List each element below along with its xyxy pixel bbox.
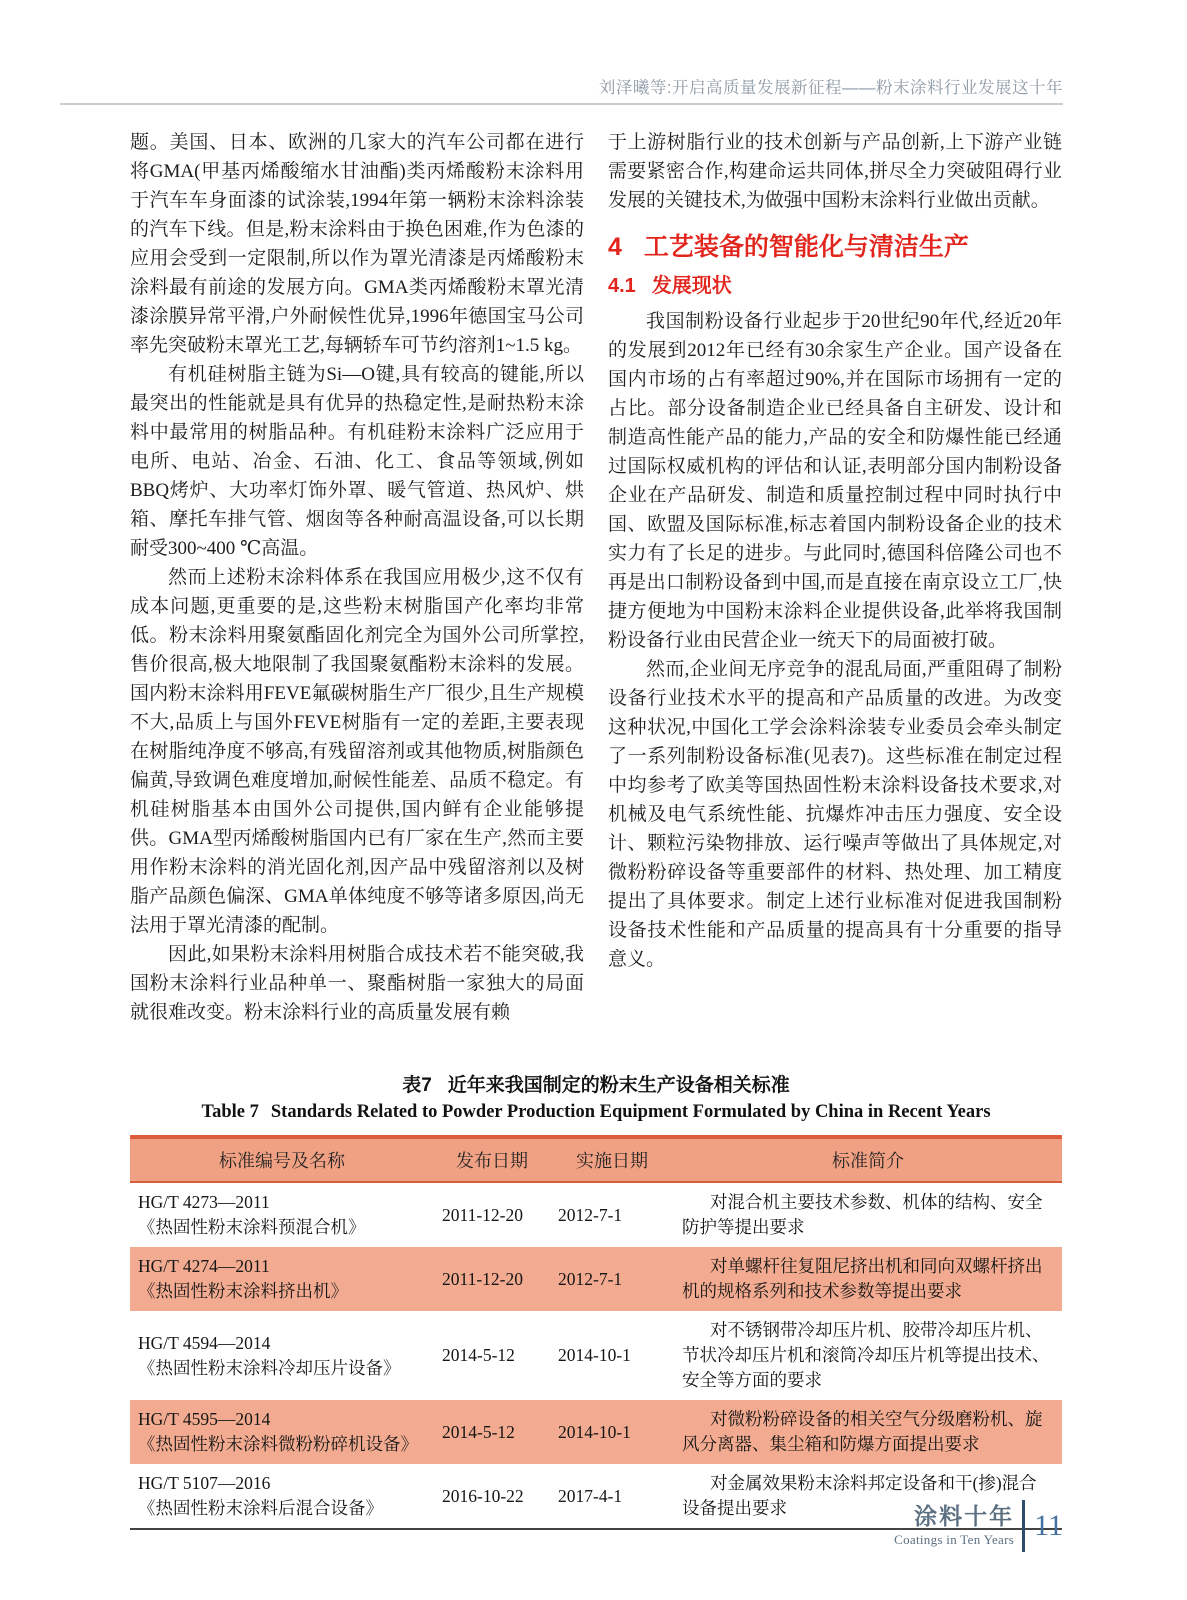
standard-id-cell	[130, 1182, 434, 1247]
header-rule	[60, 103, 1063, 105]
standard-summary: 对混合机主要技术参数、机体的结构、安全防护等提出要求	[682, 1192, 1043, 1237]
implemented-date-cell: 2014-10-1	[558, 1345, 631, 1365]
summary-cell	[674, 1247, 1062, 1311]
table-caption-cn-text: 近年来我国制定的粉末生产设备相关标准	[447, 1075, 790, 1096]
subsection-title: 发展现状	[651, 275, 732, 297]
paragraph: 我国制粉设备行业起步于20世纪90年代,经近20年的发展到2012年已经有30余家生产企业。国产设备在国内市场的占有率超过90%,并在国际市场拥有一定的占比。部分设备制造企业已经具备自主研发、设计和制造高性能产品的能力,产品的安全和防爆性能已经通过国际权威机构的评估和认证,表明部分国内制粉设备企业在产品研发、制造和质量控制过程中同时执行中国、欧盟及国际标准,标志着国内制粉设备企业的技术实力有了长足的进步。与此同时,德国科倍隆公司也不再是出口制粉设备到中国,而是直接在南京设立工厂,快捷方便地为中国粉末涂料企业提供设备,此举将我国制粉设备行业由民营企业一统天下的局面被打破。	[608, 311, 1062, 651]
implemented-date-cell: 2012-7-1	[558, 1204, 623, 1225]
standard-id-cell	[130, 1464, 434, 1529]
table-row	[130, 1182, 1062, 1247]
column-header: 实施日期	[550, 1137, 674, 1182]
standard-summary: 对单螺杆往复阻尼挤出机和同向双螺杆挤出机的规格系列和技术参数等提出要求	[682, 1256, 1043, 1301]
journal-brand-en: Coatings in Ten Years	[894, 1532, 1015, 1547]
column-header: 标准编号及名称	[130, 1137, 434, 1182]
section-heading	[608, 231, 1062, 263]
issued-date-cell: 2011-12-20	[434, 1247, 550, 1311]
paragraph: 于上游树脂行业的技术创新与产品创新,上下游产业链需要紧密合作,构建命运共同体,拼尽全力突破阻碍行业发展的关键技术,为做强中国粉末涂料行业做出贡献。	[608, 132, 1062, 211]
standard-name: 《热固性粉末涂料后混合设备》	[138, 1498, 383, 1518]
paragraph: 题。美国、日本、欧洲的几家大的汽车公司都在进行将GMA(甲基丙烯酸缩水甘油酯)类丙烯酸粉末涂料用于汽车车身面漆的试涂装,1994年第一辆粉末涂料涂装的汽车下线。但是,粉末涂料由于换色困难,作为色漆的应用会受到一定限制,所以作为罩光清漆是丙烯酸粉末涂料最有前途的发展方向。GMA类丙烯酸粉末罩光清漆涂膜异常平滑,户外耐候性优异,1996年德国宝马公司率先突破粉末罩光工艺,每辆轿车可节约溶剂1~1.5 kg。	[130, 132, 584, 356]
paragraph: 然而,企业间无序竞争的混乱局面,严重阻碍了制粉设备行业技术水平的提高和产品质量的改进。为改变这种状况,中国化工学会涂料涂装专业委员会牵头制定了一系列制粉设备标准(见表7)。这些标准在制定过程中均参考了欧美等国热固性粉末涂料设备技术要求,对机械及电气系统性能、抗爆炸冲击压力强度、安全设计、颗粒污染物排放、运行噪声等做出了具体规定,对微粉粉碎设备等重要部件的材料、热处理、加工精度提出了具体要求。制定上述行业标准对促进我国制粉设备技术性能和产品质量的提高具有十分重要的指导意义。	[608, 659, 1062, 970]
summary-cell	[674, 1311, 1062, 1400]
paragraph: 然而上述粉末涂料体系在我国应用极少,这不仅有成本问题,更重要的是,这些粉末树脂国产化率均非常低。粉末涂料用聚氨酯固化剂完全为国外公司所掌控,售价很高,极大地限制了我国聚氨酯粉末涂料的发展。国内粉末涂料用FEVE氟碳树脂生产厂很少,且生产规模不大,品质上与国外FEVE树脂有一定的差距,主要表现在树脂纯净度不够高,有残留溶剂或其他物质,树脂颜色偏黄,导致调色难度增加,耐候性能差、品质不稳定。有机硅树脂基本由国外公司提供,国内鲜有企业能够提供。GMA型丙烯酸树脂国内已有厂家在生产,然而主要用作粉末涂料的消光固化剂,因产品中残留溶剂以及树脂产品颜色偏深、GMA单体纯度不够等诸多原因,尚无法用于罩光清漆的配制。	[130, 567, 584, 936]
footer-divider-bar	[1022, 1500, 1025, 1552]
paragraph: 有机硅树脂主链为Si—O键,具有较高的键能,所以最突出的性能就是具有优异的热稳定性,是耐热粉末涂料中最常用的树脂品种。有机硅粉末涂料广泛应用于电所、电站、冶金、石油、化工、食品等领域,例如BBQ烤炉、大功率灯饰外罩、暖气管道、热风炉、烘箱、摩托车排气管、烟囱等各种耐高温设备,可以长期耐受300~400 ℃高温。	[130, 364, 584, 559]
section-number: 4	[608, 233, 622, 261]
standard-code: HG/T 4273—2011	[138, 1192, 270, 1212]
standard-id-cell	[130, 1311, 434, 1400]
standard-code: HG/T 4595—2014	[138, 1409, 271, 1429]
standard-code: HG/T 5107—2016	[138, 1473, 271, 1493]
article-body	[130, 128, 1062, 1027]
column-header: 发布日期	[434, 1137, 550, 1182]
standard-name: 《热固性粉末涂料冷却压片设备》	[138, 1357, 401, 1378]
standard-code: HG/T 4594—2014	[138, 1332, 271, 1353]
standard-name: 《热固性粉末涂料预混合机》	[138, 1217, 366, 1237]
running-header-title: 刘泽曦等:开启高质量发展新征程——粉末涂料行业发展这十年	[598, 79, 1063, 97]
standard-summary: 对不锈钢带冷却压片机、胶带冷却压片机、节状冷却压片机和滚筒冷却压片机等提出技术、安全等方面的要求	[682, 1320, 1050, 1390]
subsection-heading	[608, 273, 1062, 299]
standard-code: HG/T 4274—2011	[138, 1256, 270, 1276]
table-row	[130, 1400, 1062, 1464]
issued-date-cell: 2011-12-20	[442, 1204, 524, 1225]
journal-brand-cn: 涂料十年	[914, 1503, 1015, 1529]
table-caption-en-label: Table 7	[201, 1102, 259, 1122]
section-title: 工艺装备的智能化与清洁生产	[643, 233, 969, 261]
table-row	[130, 1247, 1062, 1311]
table-caption-cn-label: 表7	[402, 1075, 432, 1096]
standard-id-cell	[130, 1400, 434, 1464]
issued-date-cell: 2014-5-12	[434, 1400, 550, 1464]
table-header-row	[130, 1137, 1062, 1182]
standard-id-cell	[130, 1247, 434, 1311]
page-number: 11	[1034, 1509, 1063, 1542]
page-footer	[894, 1500, 1063, 1552]
table-caption-en-text: Standards Related to Powder Production Equipment Formulated by China in Recent Years	[270, 1102, 991, 1122]
summary-cell	[674, 1400, 1062, 1464]
paragraph: 因此,如果粉末涂料用树脂合成技术若不能突破,我国粉末涂料行业品种单一、聚酯树脂一家独大的局面就很难改变。粉末涂料行业的高质量发展有赖	[130, 944, 584, 1023]
right-column	[608, 128, 1062, 1027]
issued-date-cell: 2016-10-22	[442, 1485, 524, 1506]
table7-block	[130, 1070, 1062, 1530]
implemented-date-cell: 2014-10-1	[550, 1400, 674, 1464]
journal-brand	[894, 1504, 1014, 1548]
summary-cell	[674, 1182, 1062, 1247]
implemented-date-cell: 2012-7-1	[550, 1247, 674, 1311]
issued-date-cell: 2014-5-12	[442, 1345, 515, 1365]
standard-name: 《热固性粉末涂料微粉粉碎机设备》	[138, 1434, 418, 1454]
implemented-date-cell: 2017-4-1	[558, 1485, 623, 1506]
standard-summary: 对微粉粉碎设备的相关空气分级磨粉机、旋风分离器、集尘箱和防爆方面提出要求	[682, 1409, 1043, 1454]
standard-summary: 对金属效果粉末涂料邦定设备和干(掺)混合设备提出要求	[682, 1473, 1037, 1518]
left-column	[130, 128, 584, 1027]
table-row	[130, 1311, 1062, 1400]
column-header: 标准简介	[674, 1137, 1062, 1182]
subsection-number: 4.1	[608, 275, 636, 297]
standard-name: 《热固性粉末涂料挤出机》	[138, 1281, 348, 1301]
table-caption-cn	[130, 1070, 1062, 1097]
table-caption-en	[130, 1102, 1062, 1123]
standards-table	[130, 1135, 1062, 1530]
